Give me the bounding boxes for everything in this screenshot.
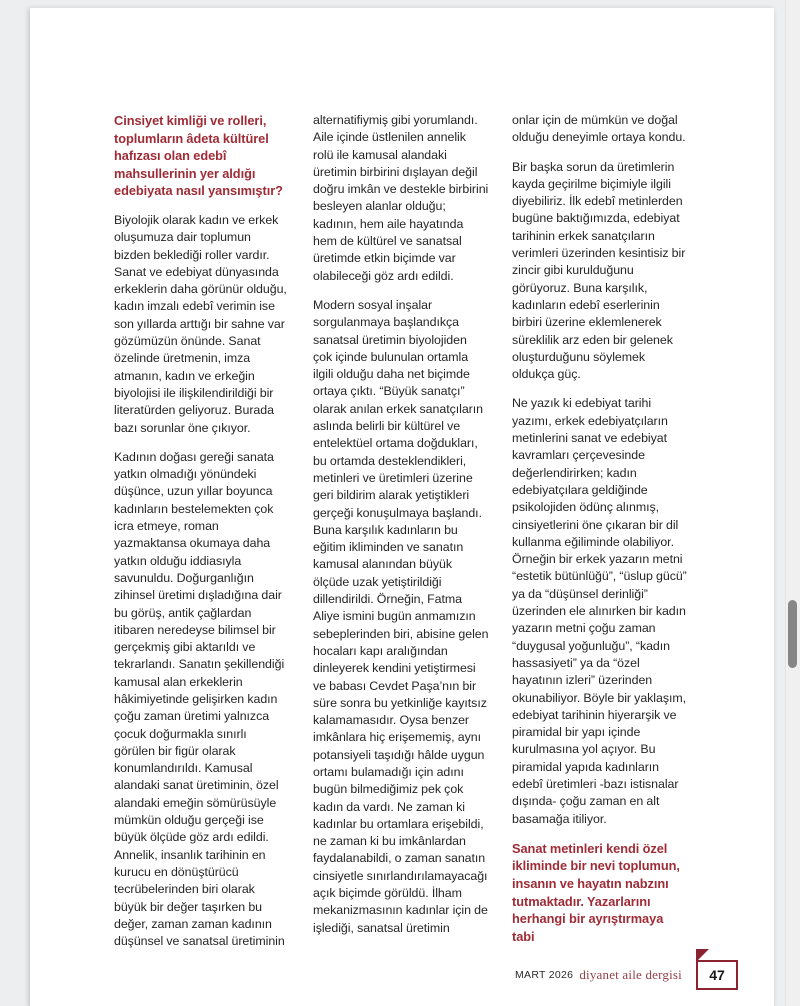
three-column-text-layout: [114, 112, 738, 962]
page-content-area: [30, 8, 774, 1006]
page-footer: [30, 960, 738, 990]
pull-quote-accent-paragraph: Sanat metinleri kendi özel ikliminde bir nevi toplumun, insanın ve hayatın nabzını tutmaktadır. Yazarlarını herhangi bir ayrıştırmaya tabi: [512, 840, 680, 944]
paragraph: onlar için de mümkün ve doğal olduğu deneyimle ortaya kondu.: [512, 113, 686, 145]
paragraph: alternatifiymiş gibi yorumlandı. Aile içinde üstlenilen annelik rolü ile kamusal alandaki üretimin birbirini dışlayan değil doğru imkân ve destekle birbirini besleyen alanlar olduğu; kadının, hem aile hayatında hem de kültürel ve sanatsal üretimde etkin biçimde var olabileceği göz ardı edildi.: [313, 113, 489, 283]
footer-magazine-title: diyanet aile dergisi: [579, 967, 682, 982]
paragraph: Ne yazık ki edebiyat tarihi yazımı, erkek edebiyatçıların metinlerini sanat ve edebiyat kavramları çerçevesinde değerlendirirken; kadın edebiyatçılara geldiğinde psikolojiden ödünç alınmış, cinsiyetlerini öne çıkaran bir dil kullanma eğiliminde olabiliyor. Örneğin bir erkek yazarın metni “estetik bütünlüğü”, “üslup gücü” ya da “düşünsel derinliği” üzerinden ele alınırken bir kadın yazarın metni çoğu zaman “duygusal yoğunluğu”, “kadın hassasiyeti” ya da “özel hayatının izleri” üzerinden okunabiliyor. Böyle bir yaklaşım, edebiyat tarihinin hiyerarşik ve piramidal bir yapı içinde kurulmasına yol açıyor. Bu piramidal yapıda kadınların edebî üretimleri -bazı istisnalar dışında- çoğu zaman en alt basamağa itiliyor.: [512, 396, 687, 826]
text-column-2: [313, 112, 489, 949]
page-number-value: 47: [709, 967, 725, 983]
paragraph: Bir başka sorun da üretimlerin kayda geçirilme biçimiyle ilgili diyebiliriz. İlk edebî metinlerden bugüne baktığımızda, edebiyat tarihinin erkek sanatçıların verimleri üzerinden kesintisiz bir zincir gibi kurulduğunu görüyoruz. Buna karşılık, kadınların edebî eserlerinin birbiri üzerine eklemlenerek süreklilik arz eden bir gelenek oluşturduğunu söylemek oldukça güç.: [512, 159, 686, 382]
text-column-1: [114, 112, 290, 962]
vertical-scrollbar-track[interactable]: [785, 0, 800, 1006]
ribbon-corner-icon: [696, 949, 709, 962]
footer-imprint: [515, 960, 738, 990]
paragraph: Biyolojik olarak kadın ve erkek oluşumuza dair toplumun bizden beklediği roller vardır. Sanat ve edebiyat dünyasında erkeklerin daha görünür olduğu, kadın imzalı edebî verimin ise son yıllarda arttığı bir sahne var gözümüzün önünde. Sanat özelinde üretmenin, imza atmanın, kadın ve erkeğin biyolojisi ile ilişkilendirildiği bir literatürden geliyoruz. Burada bazı sorunlar öne çıkıyor.: [114, 212, 287, 435]
page-number-badge: [696, 960, 738, 990]
paragraph: Modern sosyal inşalar sorgulanmaya başlandıkça sanatsal üretimin biyolojiden çok içinde bulunulan ortamla ilgili olduğu daha net biçimde ortaya çıktı. “Büyük sanatçı” olarak anılan erkek sanatçıların aslında belirli bir kültürel ve entelektüel ortama doğdukları, bu ortamda desteklendikleri, metinleri ve üretimleri üzerine geri bildirim alarak yetiştikleri gerçeği konuşulmaya başlandı. Buna karşılık kadınların bu eğitim ikliminden ve sanatın kamusal alanından büyük ölçüde uzak yetiştirildiği dillendirildi. Örneğin, Fatma Aliye ismini bugün anmamızın sebeplerinden biri, abisine gelen hocaları kapı aralığından dinleyerek kendini yetiştirmesi ve babası Cevdet Paşa’nın bir süre sonra bu yetkinliğe kayıtsız kalamamasıdır. Oysa benzer imkânlara hiç erişememiş, aynı potansiyeli taşıdığı hâlde uygun ortamı bulamadığı için adını bugün bilmediğimiz pek çok kadın da vardı. Ne zaman ki kadınlar bu ortamlara erişebildi, ne zaman ki bu imkânlardan faydalanabildi, o zaman sanatın cinsiyetle sınırlandırılamayacağı açık biçimde görüldü. İlham mekanizmasının kadınlar için de işlediği, sanatsal üretimin: [313, 297, 489, 935]
vertical-scrollbar-thumb[interactable]: [788, 600, 797, 668]
section-question-heading: Cinsiyet kimliği ve rolleri, toplumların âdeta kültürel hafızası olan edebî mahsullerinin yer aldığı edebiyata nasıl yansımıştır?: [114, 113, 283, 199]
paragraph: Kadının doğası gereği sanata yatkın olmadığı yönündeki düşünce, uzun yıllar boyunca kadınların bestelemekten çok icra etmeye, roman yazmaktansa okumaya daha yatkın olduğu iddiasıyla savunuldu. Doğurganlığın zihinsel üretimi dışladığına dair bu görüş, antik çağlardan itibaren neredeyse bilimsel bir gerçekmiş gibi aktarıldı ve tekrarlandı. Sanatın şekillendiği kamusal alan erkeklerin hâkimiyetinde gelişirken kadın çoğu zaman üretimi yalnızca çocuk doğurmakla sınırlı görülen bir figür olarak konumlandırıldı. Kamusal alandaki sanat üretiminin, özel alandaki emeğin sömürüsüyle mümkün olduğu gerçeği ise büyük ölçüde göz ardı edildi. Annelik, insanlık tarihinin en kurucu en dönüştürücü tecrübelerinden biri olarak büyük bir değer taşırken bu değer, zaman zaman kadının düşünsel ve sanatsal üretiminin: [114, 449, 285, 949]
text-column-3: [512, 112, 688, 957]
magazine-page-sheet: [30, 8, 774, 1006]
footer-issue-date: MART 2026: [514, 969, 574, 981]
